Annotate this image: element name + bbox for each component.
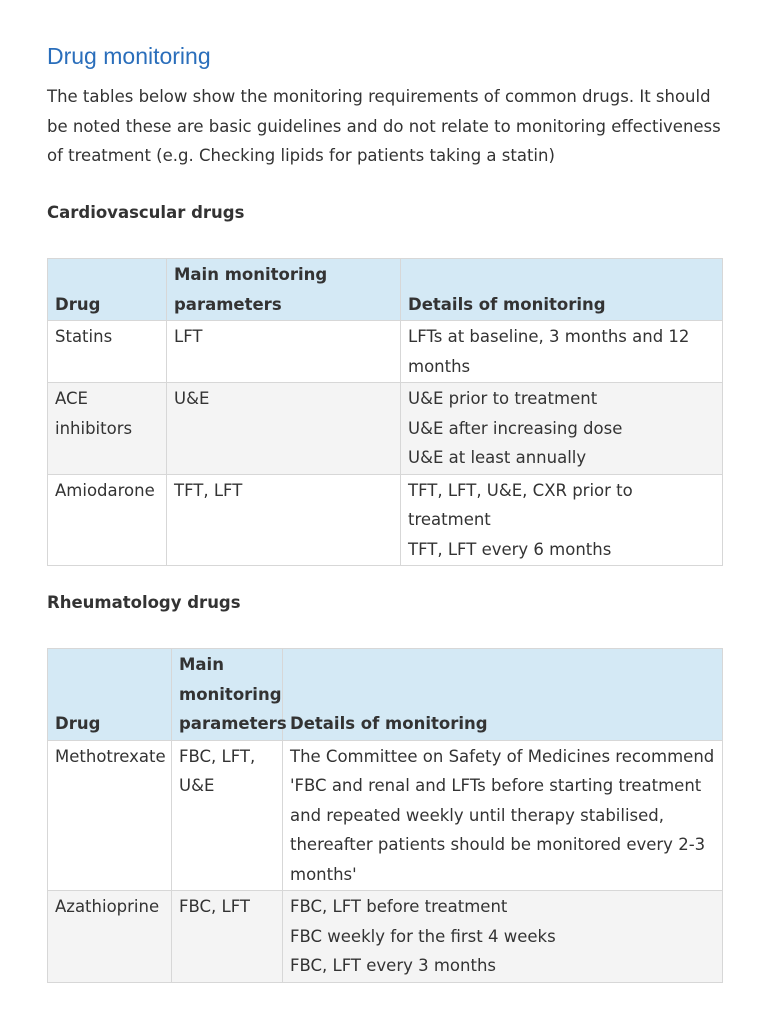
details-line: TFT, LFT, U&E, CXR prior to treatment bbox=[408, 480, 633, 529]
table-row bbox=[48, 474, 723, 566]
table-header-row bbox=[48, 259, 723, 321]
intro-paragraph: The tables below show the monitoring requirements of common drugs. It should be noted these are basic guidelines and do not relate to monitoring effectiveness of treatment (e.g. Checking lipids for patients taking a statin) bbox=[47, 87, 721, 165]
details-cell bbox=[401, 474, 723, 566]
cardiovascular-heading: Cardiovascular drugs bbox=[47, 203, 245, 222]
details-cell bbox=[283, 740, 723, 891]
table-row bbox=[48, 383, 723, 475]
column-header-drug: Drug bbox=[48, 649, 172, 741]
details-line: U&E after increasing dose bbox=[408, 418, 623, 438]
details-line: FBC, LFT before treatment bbox=[290, 897, 508, 916]
details-cell bbox=[283, 891, 723, 983]
drug-cell: Azathioprine bbox=[48, 891, 172, 983]
details-line: U&E at least annually bbox=[408, 448, 587, 467]
cardiovascular-table bbox=[47, 258, 723, 566]
rheumatology-table bbox=[47, 648, 723, 983]
details-line: FBC, LFT every 3 months bbox=[290, 956, 497, 975]
column-header-parameters: Main monitoring parameters bbox=[167, 259, 401, 321]
details-line: The Committee on Safety of Medicines recommend 'FBC and renal and LFTs before starting treatment and repeated weekly until therapy stabilised, thereafter patients should be monitored every 2-3 months' bbox=[290, 746, 715, 884]
details-line: FBC weekly for the first 4 weeks bbox=[290, 926, 556, 946]
drug-cell: Statins bbox=[48, 321, 167, 383]
parameters-cell: FBC, LFT, U&E bbox=[172, 740, 283, 891]
details-cell bbox=[401, 321, 723, 383]
rheumatology-heading: Rheumatology drugs bbox=[47, 593, 241, 612]
parameters-cell: TFT, LFT bbox=[167, 474, 401, 566]
details-line: U&E prior to treatment bbox=[408, 389, 598, 408]
drug-cell: ACE inhibitors bbox=[48, 383, 167, 475]
drug-cell: Methotrexate bbox=[48, 740, 172, 891]
table-row bbox=[48, 891, 723, 983]
parameters-cell: FBC, LFT bbox=[172, 891, 283, 983]
parameters-cell: U&E bbox=[167, 383, 401, 475]
details-line: TFT, LFT every 6 months bbox=[408, 539, 612, 559]
column-header-parameters: Main monitoring parameters bbox=[172, 649, 283, 741]
table-row bbox=[48, 740, 723, 891]
page-title: Drug monitoring bbox=[47, 43, 211, 69]
details-line: LFTs at baseline, 3 months and 12 months bbox=[408, 327, 690, 376]
table-header-row bbox=[48, 649, 723, 741]
parameters-cell: LFT bbox=[167, 321, 401, 383]
column-header-details: Details of monitoring bbox=[401, 259, 723, 321]
drug-cell: Amiodarone bbox=[48, 474, 167, 566]
column-header-drug: Drug bbox=[48, 259, 167, 321]
details-cell bbox=[401, 383, 723, 475]
column-header-details: Details of monitoring bbox=[283, 649, 723, 741]
table-row bbox=[48, 321, 723, 383]
